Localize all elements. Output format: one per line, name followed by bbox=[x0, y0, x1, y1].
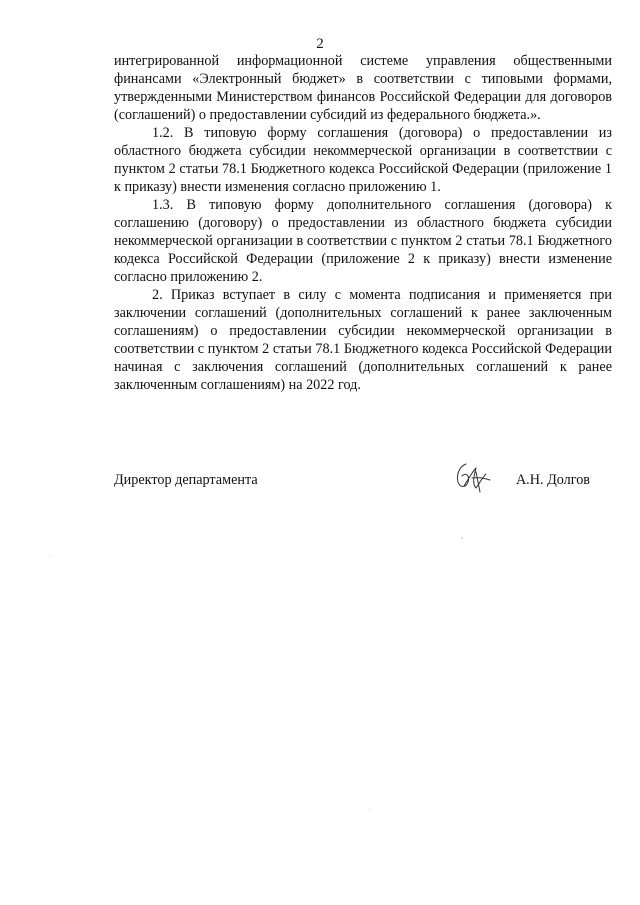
paragraph-continuation: интегрированной информационной системе управления общественными финансами «Электронный бюджет» в соответствии с типовыми формами, утвержденными Министерством финансов Российской Федерации для договоров (соглашений) о предоставлении субсидий из федерального бюджета.». bbox=[114, 53, 612, 123]
handwritten-signature bbox=[446, 458, 494, 498]
paragraph-item-2: 2. Приказ вступает в силу с момента подписания и применяется при заключении соглашений (дополнительных соглашений к ранее заключенным соглашениям) о предоставлении субсидии некоммерческой организации в соответствии с пунктом 2 статьи 78.1 Бюджетного кодекса Российской Федерации начиная с заключения соглашений (дополнительных соглашений к ранее заключенным соглашениям) на 2022 год. bbox=[114, 287, 612, 393]
signatory-title: Директор департамента bbox=[114, 472, 258, 488]
page-number: 2 bbox=[316, 36, 324, 52]
document-body bbox=[114, 52, 612, 394]
signatory-name: А.Н. Долгов bbox=[515, 472, 590, 488]
paragraph-item-1-2: 1.2. В типовую форму соглашения (договора) о предоставлении из областного бюджета субсидии некоммерческой организации в соответствии с пунктом 2 статьи 78.1 Бюджетного кодекса Российской Федерации (приложение 1 к приказу) внести изменения согласно приложению 1. bbox=[114, 125, 612, 195]
paragraph-item-1-3: 1.3. В типовую форму дополнительного соглашения (договора) к соглашению (договору) о предоставлении из областного бюджета субсидии некоммерческой организации в соответствии с пунктом 2 статьи 78.1 Бюджетного кодекса Российской Федерации (приложение 2 к приказу) внести изменение согласно приложению 2. bbox=[114, 197, 612, 285]
signature-block bbox=[114, 472, 590, 496]
